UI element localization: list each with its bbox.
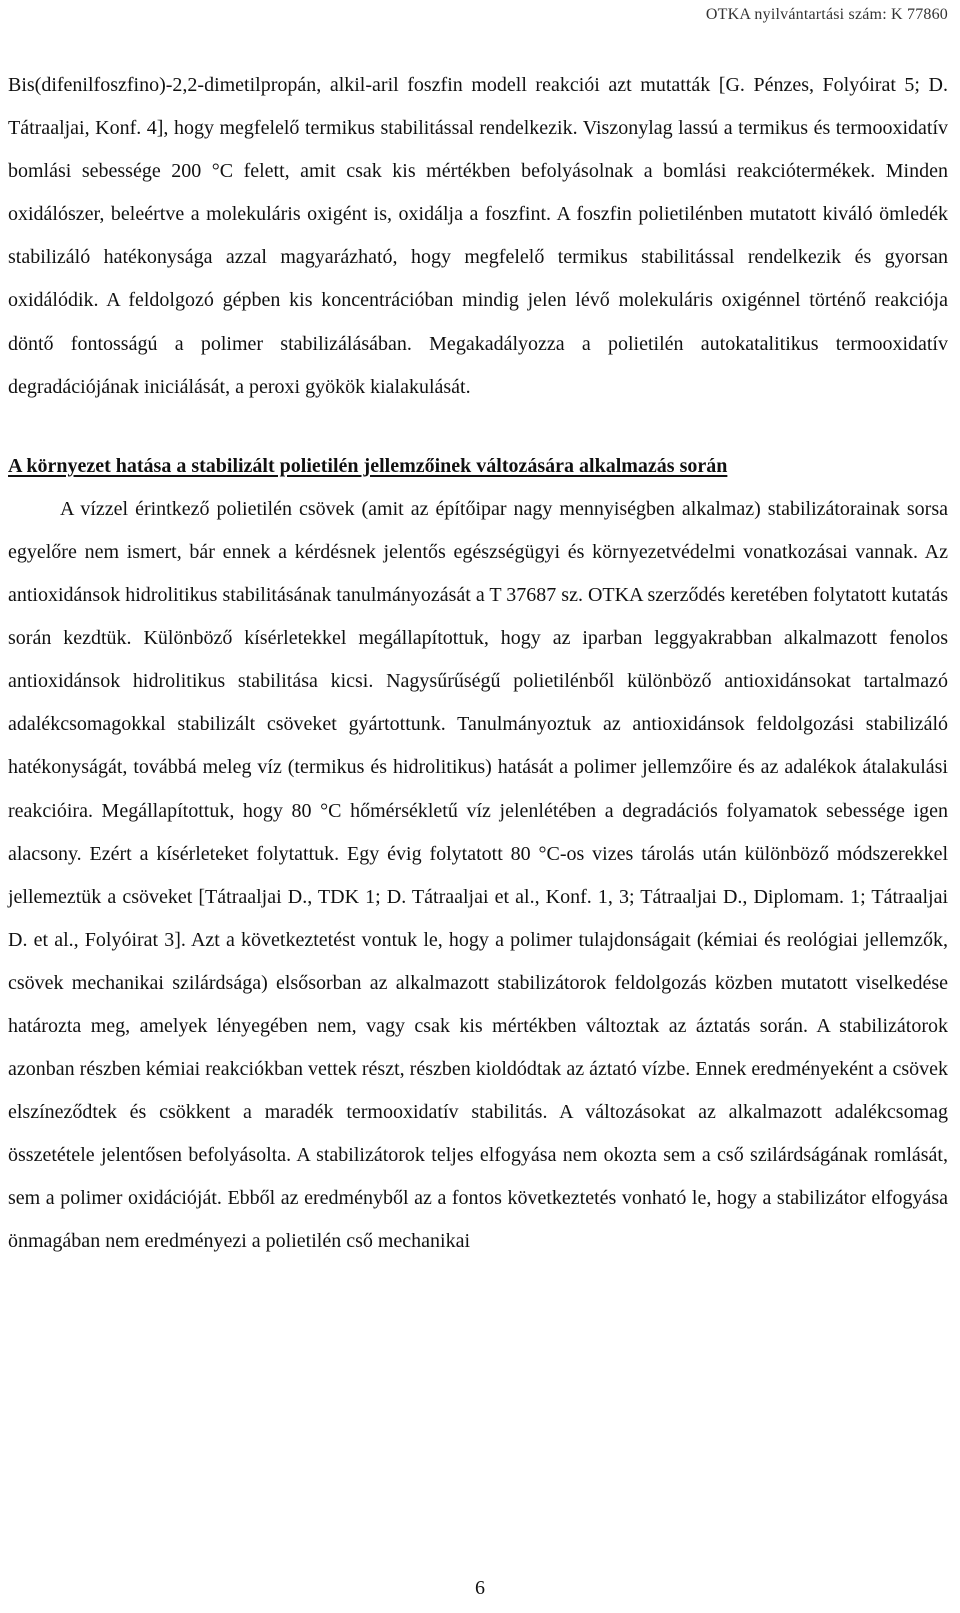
page-header: OTKA nyilvántartási szám: K 77860 [705,6,948,23]
intro-paragraph: Bis(difenilfoszfino)-2,2-dimetilpropán, alkil-aril foszfin modell reakciói azt mutatták [G. Pénzes, Folyóirat 5; D. Tátraaljai, Konf. 4], hogy megfelelő termikus stabilitással rendelkezik. Viszonylag lassú a termikus és termooxidatív bomlási sebessége 200 °C felett, amit csak kis mértékben befolyásolnak a bomlási reakciótermékek. Minden oxidálószer, beleértve a molekuláris oxigént is, oxidálja a foszfint. A foszfin polietilénben mutatott kiváló ömledék stabilizáló hatékonysága azzal magyarázható, hogy megfelelő termikus stabilitással rendelkezik és gyorsan oxidálódik. A feldolgozó gépben kis koncentrációban mindig jelen lévő molekuláris oxigénnel történő reakciója döntő fontosságú a polimer stabilizálásában. Megakadályozza a polietilén autokatalitikus termooxidatív degradációjának iniciálását, a peroxi gyökök kialakulását. [8,74,948,398]
section-paragraph: A vízzel érintkező polietilén csövek (amit az építőipar nagy mennyiségben alkalmaz) stabilizátorainak sorsa egyelőre nem ismert, bár ennek a kérdésnek jelentős egészségügyi és környezetvédelmi vonatkozásai vannak. Az antioxidánsok hidrolitikus stabilitásának tanulmányozását a T 37687 sz. OTKA szerződés keretében folytatott kutatás során kezdtük. Különböző kísérletekkel megállapítottuk, hogy az iparban leggyakrabban alkalmazott fenolos antioxidánsok hidrolitikus stabilitása kicsi. Nagysűrűségű polietilénből különböző antioxidánsokat tartalmazó adalékcsomagokkal stabilizált csöveket gyártottunk. Tanulmányoztuk az antioxidánsok feldolgozási stabilizáló hatékonyságát, továbbá meleg víz (termikus és hidrolitikus) hatását a polimer jellemzőire és az adalékok átalakulási reakcióira. Megállapítottuk, hogy 80 °C hőmérsékletű víz jelenlétében a degradációs folyamatok sebessége igen alacsony. Ezért a kísérleteket folytattuk. Egy évig folytatott 80 °C-os vizes tárolás után különböző módszerekkel jellemeztük a csöveket [Tátraaljai D., TDK 1; D. Tátraaljai et al., Konf. 1, 3; Tátraaljai D., Diplomam. 1; Tátraaljai D. et al., Folyóirat 3]. Azt a következtetést vontuk le, hogy a polimer tulajdonságait (kémiai és reológiai jellemzők, csövek mechanikai szilárdsága) elsősorban az alkalmazott stabilizátorok feldolgozás közben mutatott viselkedése határozta meg, amelyek lényegében nem, vagy csak kis mértékben változtak az áztatás során. A stabilizátorok azonban részben kémiai reakciókban vettek részt, részben kioldódtak az áztató vízbe. Ennek eredményeként a csövek elszíneződtek és csökkent a maradék termooxidatív stabilitás. A változásokat az alkalmazott adalékcsomag összetétele jelentősen befolyásolta. A stabilizátorok teljes elfogyása nem okozta sem a cső szilárdságának romlását, sem a polimer oxidációját. Ebből az eredményből az a fontos következtetés vonható le, hogy a stabilizátor elfogyása önmagában nem eredményezi a polietilén cső mechanikai [8,497,948,1253]
page-number: 6 [475,1577,485,1599]
document-body [8,64,948,1264]
section-heading: A környezet hatása a stabilizált polietilén jellemzőinek változására alkalmazás során [8,454,728,477]
